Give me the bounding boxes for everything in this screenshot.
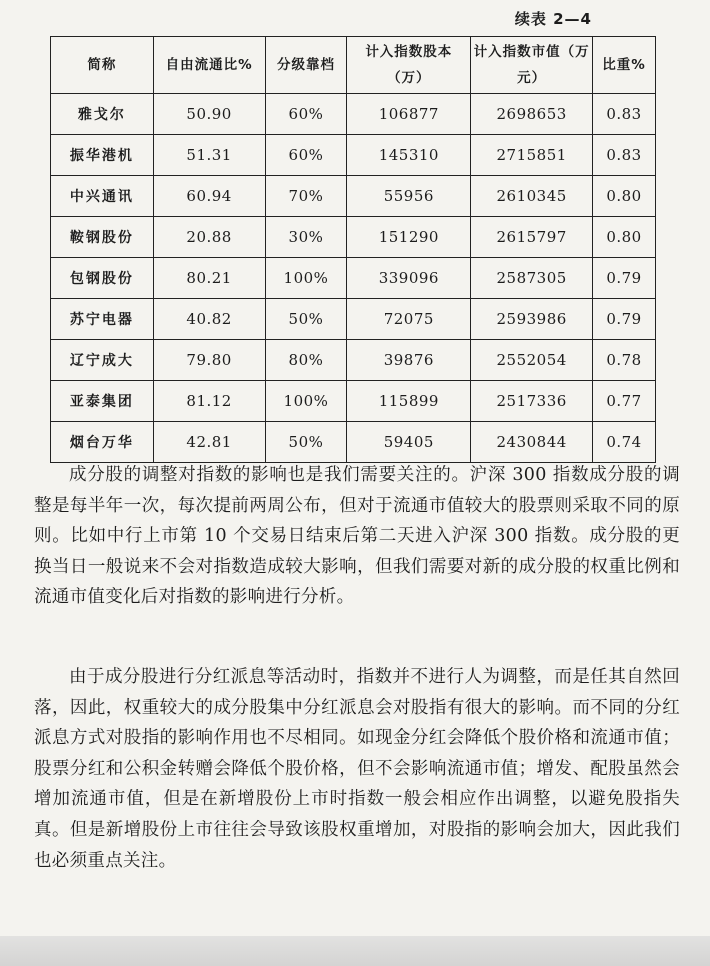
- cell-weight: 0.80: [593, 176, 656, 217]
- cell-index-market-value: 2698653: [471, 94, 593, 135]
- cell-index-share-capital: 145310: [347, 135, 471, 176]
- cell-index-share-capital: 39876: [347, 340, 471, 381]
- cell-free-float-ratio: 20.88: [153, 217, 265, 258]
- table-row: [51, 176, 656, 217]
- cell-weight: 0.77: [593, 381, 656, 422]
- header-free-float-ratio: 自由流通比%: [153, 37, 265, 94]
- table-row: [51, 258, 656, 299]
- cell-short-name: 振华港机: [51, 135, 154, 176]
- cell-index-market-value: 2430844: [471, 422, 593, 463]
- cell-index-share-capital: 106877: [347, 94, 471, 135]
- cell-weight: 0.79: [593, 258, 656, 299]
- cell-tier-weighting: 80%: [265, 340, 347, 381]
- paragraph-dividend-impact: 由于成分股进行分红派息等活动时，指数并不进行人为调整，而是任其自然回落，因此，权重较大的成分股集中分红派息会对股指有很大的影响。而不同的分红派息方式对股指的影响作用也不尽相同。如现金分红会降低个股价格和流通市值；股票分红和公积金转赠会降低个股价格，但不会影响流通市值；增发、配股虽然会增加流通市值，但是在新增股份上市时指数一般会相应作出调整，以避免股指失真。但是新增股份上市往往会导致该股权重增加，对股指的影响会加大，因此我们也必须重点关注。: [34, 667, 680, 871]
- cell-free-float-ratio: 81.12: [153, 381, 265, 422]
- cell-index-market-value: 2587305: [471, 258, 593, 299]
- header-index-share-capital: 计入指数股本（万）: [347, 37, 471, 94]
- header-short-name: 简称: [51, 37, 154, 94]
- cell-weight: 0.80: [593, 217, 656, 258]
- cell-free-float-ratio: 60.94: [153, 176, 265, 217]
- cell-index-share-capital: 151290: [347, 217, 471, 258]
- cell-index-market-value: 2517336: [471, 381, 593, 422]
- header-index-market-value: 计入指数市值（万元）: [471, 37, 593, 94]
- cell-short-name: 亚泰集团: [51, 381, 154, 422]
- cell-tier-weighting: 70%: [265, 176, 347, 217]
- cell-tier-weighting: 60%: [265, 94, 347, 135]
- cell-index-share-capital: 115899: [347, 381, 471, 422]
- table-row: [51, 135, 656, 176]
- cell-tier-weighting: 50%: [265, 422, 347, 463]
- cell-weight: 0.83: [593, 135, 656, 176]
- cell-index-market-value: 2593986: [471, 299, 593, 340]
- table-row: [51, 381, 656, 422]
- table-row: [51, 94, 656, 135]
- table-row: [51, 422, 656, 463]
- cell-tier-weighting: 50%: [265, 299, 347, 340]
- cell-short-name: 辽宁成大: [51, 340, 154, 381]
- index-constituents-table: [50, 36, 656, 463]
- cell-short-name: 苏宁电器: [51, 299, 154, 340]
- cell-index-share-capital: 59405: [347, 422, 471, 463]
- cell-free-float-ratio: 51.31: [153, 135, 265, 176]
- paragraph-constituent-adjustment: 成分股的调整对指数的影响也是我们需要关注的。沪深 300 指数成分股的调整是每半年一次，每次提前两周公布，但对于流通市值较大的股票则采取不同的原则。比如中行上市第 10 个交易日结束后第二天进入沪深 300 指数。成分股的更换当日一般说来不会对指数造成较大影响，但我们需要对新的成分股的权重比例和流通市值变化后对指数的影响进行分析。: [34, 465, 680, 608]
- cell-weight: 0.78: [593, 340, 656, 381]
- table-row: [51, 299, 656, 340]
- cell-free-float-ratio: 50.90: [153, 94, 265, 135]
- cell-tier-weighting: 60%: [265, 135, 347, 176]
- table-row: [51, 217, 656, 258]
- cell-index-market-value: 2615797: [471, 217, 593, 258]
- cell-short-name: 鞍钢股份: [51, 217, 154, 258]
- cell-short-name: 雅戈尔: [51, 94, 154, 135]
- header-weight: 比重%: [593, 37, 656, 94]
- cell-tier-weighting: 100%: [265, 258, 347, 299]
- cell-tier-weighting: 30%: [265, 217, 347, 258]
- cell-short-name: 包钢股份: [51, 258, 154, 299]
- table-row: [51, 340, 656, 381]
- cell-index-market-value: 2715851: [471, 135, 593, 176]
- cell-short-name: 烟台万华: [51, 422, 154, 463]
- cell-weight: 0.83: [593, 94, 656, 135]
- cell-free-float-ratio: 40.82: [153, 299, 265, 340]
- header-tier-weighting: 分级靠档: [265, 37, 347, 94]
- page-bottom-shading: [0, 936, 710, 966]
- cell-short-name: 中兴通讯: [51, 176, 154, 217]
- cell-weight: 0.74: [593, 422, 656, 463]
- cell-index-market-value: 2552054: [471, 340, 593, 381]
- cell-free-float-ratio: 79.80: [153, 340, 265, 381]
- cell-free-float-ratio: 80.21: [153, 258, 265, 299]
- cell-tier-weighting: 100%: [265, 381, 347, 422]
- cell-index-share-capital: 72075: [347, 299, 471, 340]
- table-caption: 续表 2—4: [514, 10, 592, 28]
- cell-index-share-capital: 55956: [347, 176, 471, 217]
- table-header-row: [51, 37, 656, 94]
- cell-weight: 0.79: [593, 299, 656, 340]
- cell-index-market-value: 2610345: [471, 176, 593, 217]
- cell-index-share-capital: 339096: [347, 258, 471, 299]
- cell-free-float-ratio: 42.81: [153, 422, 265, 463]
